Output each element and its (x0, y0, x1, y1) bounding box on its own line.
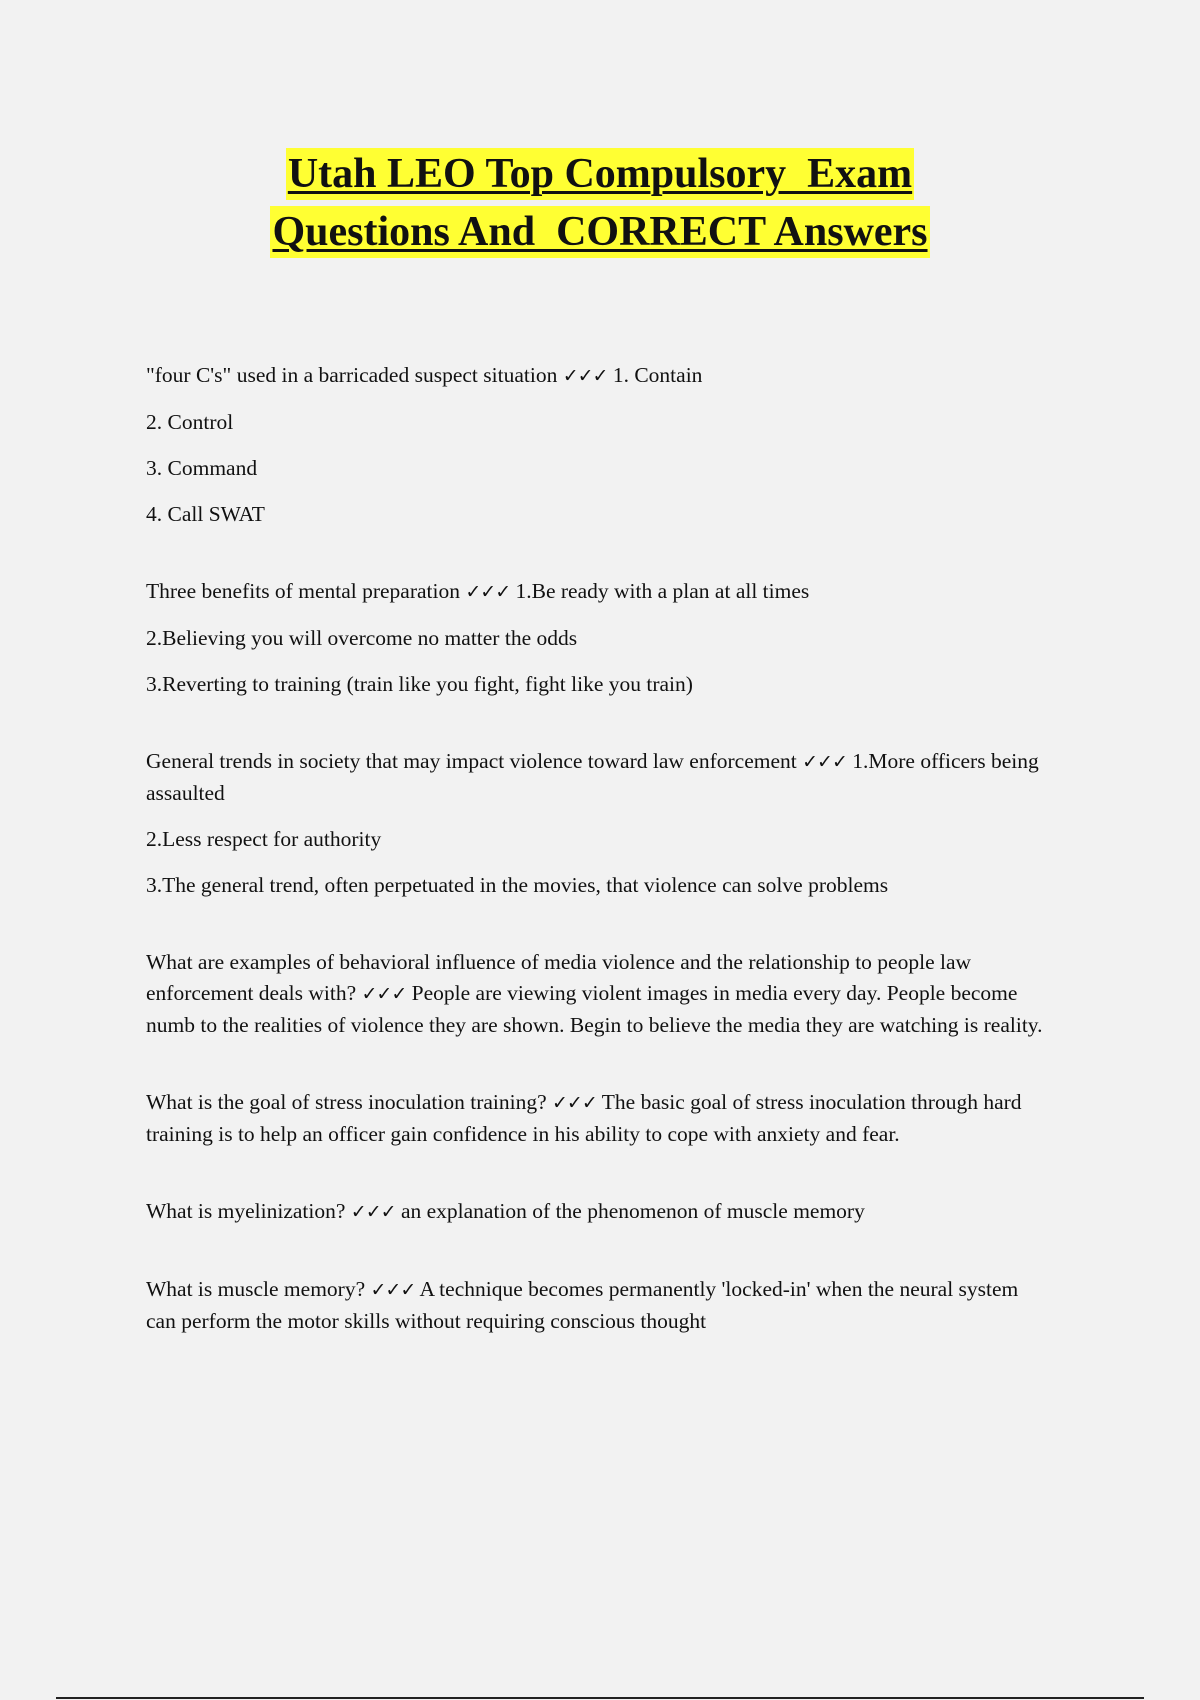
qa-item (146, 360, 1046, 530)
check-mark-icon: ✓✓✓ (552, 1092, 597, 1114)
check-mark-icon: ✓✓✓ (370, 1279, 416, 1301)
qa-item (146, 576, 1046, 700)
qa-question-line (146, 1087, 1046, 1150)
answer-text: 1.Be ready with a plan at all times (515, 579, 810, 603)
qa-question-line (146, 576, 1046, 608)
qa-item (146, 746, 1046, 901)
check-mark-icon: ✓✓✓ (361, 983, 407, 1005)
answer-list-item: 4. Call SWAT (146, 502, 265, 526)
answer-list-item: 2.Less respect for authority (146, 827, 382, 851)
check-mark-icon: ✓✓✓ (802, 751, 847, 773)
qa-item (146, 1087, 1046, 1150)
answer-text: 1.More officers being assaulted (146, 749, 1039, 805)
qa-question-line (146, 1196, 1046, 1228)
document-title (0, 148, 1200, 258)
qa-question-line (146, 1274, 1046, 1337)
qa-item (146, 1196, 1046, 1228)
answer-text: The basic goal of stress inoculation through hard training is to help an officer gain confidence in his ability to cope with anxiety and fear. (146, 1090, 1022, 1146)
check-mark-icon: ✓✓✓ (350, 1201, 396, 1223)
answer-text: A technique becomes permanently 'locked-in' when the neural system can perform the motor skills without requiring conscious thought (146, 1277, 1019, 1333)
answer-list-item: 3.The general trend, often perpetuated in the movies, that violence can solve problems (146, 873, 889, 897)
answer-list-item: 3.Reverting to training (train like you fight, fight like you train) (146, 672, 693, 696)
qa-item (146, 1274, 1046, 1337)
question-text: Three benefits of mental preparation (146, 579, 460, 603)
qa-list (146, 360, 1046, 1383)
qa-question-line (146, 947, 1046, 1041)
title-line-2: Questions And CORRECT Answers (270, 206, 929, 258)
check-mark-icon: ✓✓✓ (465, 581, 511, 603)
title-line-1: Utah LEO Top Compulsory Exam (286, 148, 914, 200)
answer-list-item: 2.Believing you will overcome no matter the odds (146, 626, 578, 650)
answer-text: People are viewing violent images in media every day. People become numb to the realities of violence they are shown. Begin to believe the media they are watching is reality. (146, 981, 1043, 1037)
qa-question-line (146, 746, 1046, 809)
check-mark-icon: ✓✓✓ (562, 365, 608, 387)
question-text: What is myelinization? (146, 1199, 346, 1223)
answer-text: an explanation of the phenomenon of muscle memory (400, 1199, 865, 1223)
question-text: "four C's" used in a barricaded suspect situation (146, 363, 558, 387)
answer-list-item: 3. Command (146, 456, 258, 480)
qa-question-line (146, 360, 1046, 392)
answer-list-item: 2. Control (146, 410, 234, 434)
qa-item (146, 947, 1046, 1041)
page-divider (56, 1697, 1144, 1699)
question-text: What is muscle memory? (146, 1277, 366, 1301)
question-text: What is the goal of stress inoculation training? (146, 1090, 547, 1114)
question-text: General trends in society that may impact violence toward law enforcement (146, 749, 797, 773)
answer-text: 1. Contain (612, 363, 703, 387)
question-text: What are examples of behavioral influence of media violence and the relationship to people law enforcement deals with? (146, 950, 972, 1005)
